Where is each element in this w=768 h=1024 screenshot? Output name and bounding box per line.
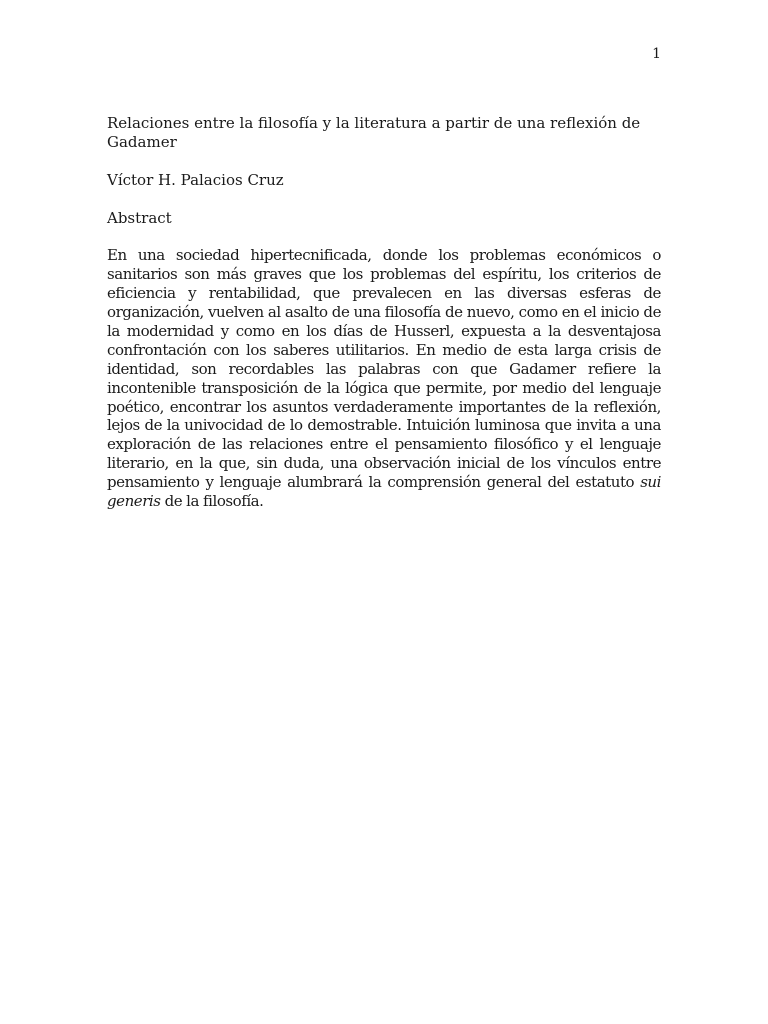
abstract-text-end: de la filosofía. bbox=[160, 492, 264, 511]
author-name: Víctor H. Palacios Cruz bbox=[107, 170, 284, 189]
abstract-italic-term: sui generis bbox=[107, 473, 661, 511]
abstract-heading: Abstract bbox=[107, 208, 172, 227]
abstract-paragraph bbox=[107, 246, 661, 511]
abstract-text-start: En una sociedad hipertecnificada, donde los problemas económicos o sanitarios son más graves que los problemas del espíritu, los criterios de eficiencia y rentabilidad, que prevalecen en las diversas esferas de organización, vuelven al asalto de una filosofía de nuevo, como en el inicio de la modernidad y como en los días de Husserl, expuesta a la desventajosa confrontación con los saberes utilitarios. En medio de esta larga crisis de identidad, son recordables las palabras con que Gadamer refiere la incontenible transposición de la lógica que permite, por medio del lenguaje poético, encontrar los asuntos verdaderamente importantes de la reflexión, lejos de la univocidad de lo demostrable. Intuición luminosa que invita a una exploración de las relaciones entre el pensamiento filosófico y el lenguaje literario, en la que, sin duda, una observación inicial de los vínculos entre pensamiento y lenguaje alumbrará la comprensión general del estatuto bbox=[107, 246, 661, 492]
document-content bbox=[107, 114, 661, 511]
page-number: 1 bbox=[652, 46, 661, 62]
document-title: Relaciones entre la filosofía y la literatura a partir de una reflexión de Gadamer bbox=[107, 114, 641, 151]
